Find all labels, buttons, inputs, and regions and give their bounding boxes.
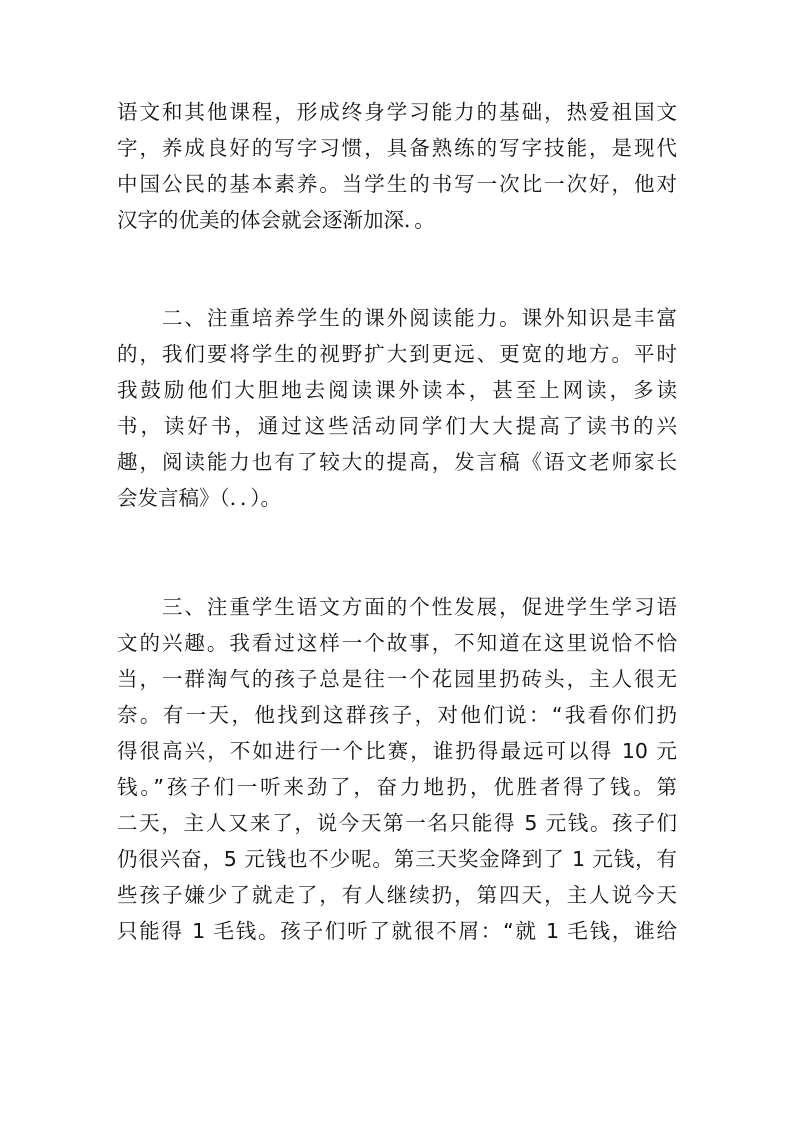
paragraph-handwriting	[117, 94, 677, 238]
text-line: 趣，阅读能力也有了较大的提高，发言稿《语文老师家长	[117, 450, 677, 474]
text-line: 奈。有一天，他找到这群孩子，对他们说：“我看你们扔	[117, 703, 677, 727]
text-line: 二、注重培养学生的课外阅读能力。课外知识是丰富	[117, 306, 677, 330]
paragraph-reading-ability	[117, 300, 677, 516]
text-line: 只能得 1 毛钱。孩子们听了就很不屑：“就 1 毛钱，谁给	[117, 919, 677, 943]
text-line: 书，读好书，通过这些活动同学们大大提高了读书的兴	[117, 414, 677, 438]
text-line: 得很高兴，不如进行一个比赛，谁扔得最远可以得 10 元	[117, 739, 677, 763]
text-line: 汉字的优美的体会就会逐渐加深．。	[117, 208, 435, 232]
text-line: 文的兴趣。我看过这样一个故事，不知道在这里说恰不恰	[117, 631, 677, 655]
text-line: 当，一群淘气的孩子总是往一个花园里扔砖头，主人很无	[117, 667, 677, 691]
text-line: 二天，主人又来了，说今天第一名只能得 5 元钱。孩子们	[117, 811, 677, 835]
text-line: 语文和其他课程，形成终身学习能力的基础，热爱祖国文	[117, 100, 677, 124]
text-line: 会发言稿》（．．）。	[117, 486, 281, 510]
text-line: 字，养成良好的写字习惯，具备熟练的写字技能，是现代	[117, 136, 677, 160]
text-line: 些孩子嫌少了就走了，有人继续扔，第四天，主人说今天	[117, 883, 677, 907]
text-line: 中国公民的基本素养。当学生的书写一次比一次好，他对	[117, 172, 677, 196]
text-line: 的，我们要将学生的视野扩大到更远、更宽的地方。平时	[117, 342, 677, 366]
text-line: 仍很兴奋，5 元钱也不少呢。第三天奖金降到了 1 元钱，有	[117, 847, 677, 871]
paragraph-individual-development	[117, 589, 677, 949]
text-line: 我鼓励他们大胆地去阅读课外读本，甚至上网读，多读	[117, 378, 677, 402]
text-line: 钱。”孩子们一听来劲了，奋力地扔，优胜者得了钱。第	[117, 775, 677, 799]
text-line: 三、注重学生语文方面的个性发展，促进学生学习语	[117, 595, 677, 619]
